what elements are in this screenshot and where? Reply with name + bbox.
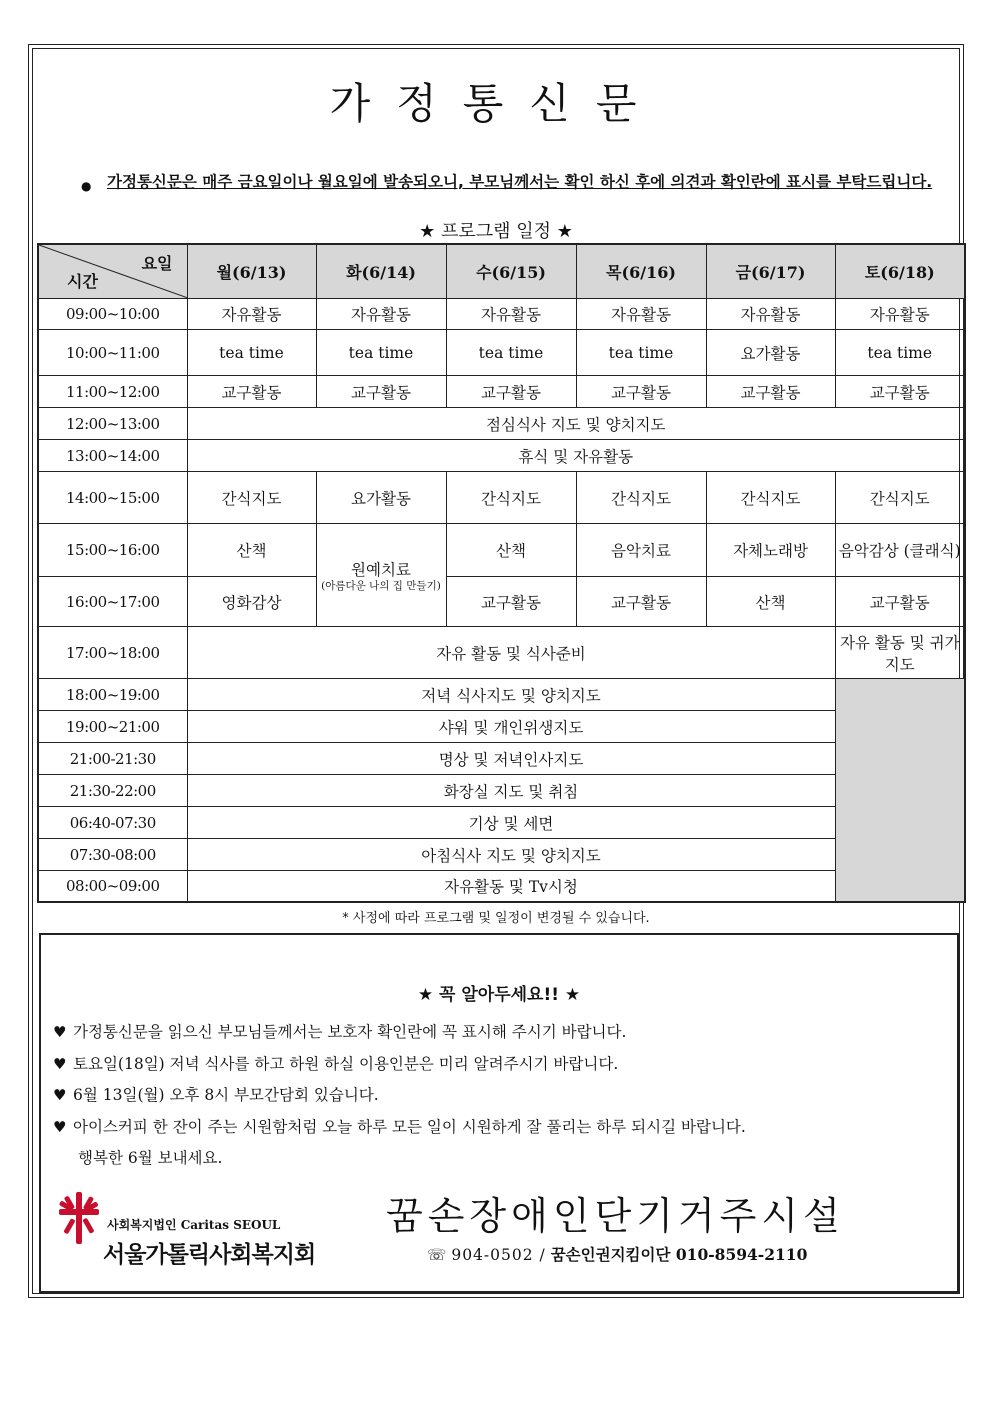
activity-cell: 간식지도 — [835, 472, 965, 524]
activity-cell: 교구활동 — [576, 577, 706, 627]
time-cell: 15:00~16:00 — [38, 524, 187, 577]
table-row — [38, 839, 965, 871]
table-row — [38, 871, 965, 902]
activity-cell: 요가활동 — [316, 472, 446, 524]
table-row — [38, 743, 965, 775]
activity-cell-merged — [316, 524, 446, 627]
activity-cell: 간식지도 — [446, 472, 576, 524]
activity-cell: 교구활동 — [835, 577, 965, 627]
activity-cell: 간식지도 — [706, 472, 835, 524]
table-row — [38, 472, 965, 524]
list-item — [53, 1115, 943, 1147]
notice-text: 가정통신문은 매주 금요일이나 월요일에 발송되오니, 부모님께서는 확인 하신 후에 의견과 확인란에 표시를 부탁드립니다. — [107, 173, 933, 191]
reminder-text: 아이스커피 한 잔이 주는 시원함처럼 오늘 하루 모든 일이 시원하게 잘 풀리는 하루 되시길 바랍니다. — [73, 1117, 746, 1136]
activity-span-cell: 아침식사 지도 및 양치지도 — [187, 839, 835, 871]
day-header: 수(6/15) — [446, 244, 576, 299]
table-row — [38, 807, 965, 839]
time-cell: 11:00~12:00 — [38, 376, 187, 408]
time-cell: 10:00~11:00 — [38, 330, 187, 376]
activity-cell: 자유활동 — [706, 299, 835, 330]
org-name: 서울가톨릭사회복지회 — [103, 1242, 316, 1268]
activity-span-cell: 자유활동 및 Tv시청 — [187, 871, 835, 902]
time-cell: 07:30-08:00 — [38, 839, 187, 871]
day-header: 월(6/13) — [187, 244, 316, 299]
table-row — [38, 775, 965, 807]
corner-cell — [38, 244, 187, 299]
heart-icon: ♥ — [53, 1086, 67, 1104]
activity-cell: 산책 — [187, 524, 316, 577]
activity-cell: 교구활동 — [316, 376, 446, 408]
activity-main: 원예치료 — [351, 561, 411, 579]
table-header-row — [38, 244, 965, 299]
corner-day-label: 요일 — [141, 254, 173, 273]
activity-cell: 간식지도 — [576, 472, 706, 524]
day-header: 금(6/17) — [706, 244, 835, 299]
facility-name: 꿈손장애인단기거주시설 — [386, 1194, 845, 1238]
caritas-cross-icon — [57, 1190, 101, 1246]
reminder-text: 6월 13일(월) 오후 8시 부모간담회 있습니다. — [73, 1086, 379, 1104]
table-row — [38, 408, 965, 440]
table-row — [38, 376, 965, 408]
activity-cell: 영화감상 — [187, 577, 316, 627]
time-cell: 18:00~19:00 — [38, 679, 187, 711]
activity-span-cell: 화장실 지도 및 취침 — [187, 775, 835, 807]
heart-icon: ♥ — [53, 1117, 67, 1136]
phone-number: 904-0502 / — [451, 1246, 546, 1264]
activity-cell: 교구활동 — [446, 376, 576, 408]
day-header: 토(6/18) — [835, 244, 965, 299]
table-row — [38, 440, 965, 472]
org-logo — [57, 1190, 357, 1270]
heart-icon: ♥ — [53, 1023, 67, 1041]
activity-cell: 교구활동 — [187, 376, 316, 408]
time-cell: 19:00~21:00 — [38, 711, 187, 743]
activity-cell: tea time — [835, 330, 965, 376]
notice — [81, 172, 961, 193]
reminder-text: 가정통신문을 읽으신 부모님들께서는 보호자 확인란에 꼭 표시해 주시기 바랍니다. — [73, 1023, 627, 1041]
time-cell: 08:00~09:00 — [38, 871, 187, 902]
day-header: 목(6/16) — [576, 244, 706, 299]
activity-span-cell: 명상 및 저녁인사지도 — [187, 743, 835, 775]
activity-cell: 교구활동 — [576, 376, 706, 408]
phone-icon: ☏ — [427, 1246, 447, 1264]
activity-span-cell: 저녁 식사지도 및 양치지도 — [187, 679, 835, 711]
activity-cell: 자유활동 — [316, 299, 446, 330]
page-frame — [28, 44, 964, 1298]
table-row — [38, 577, 965, 627]
activity-cell: tea time — [316, 330, 446, 376]
activity-span-cell: 휴식 및 자유활동 — [187, 440, 965, 472]
activity-cell: 교구활동 — [835, 376, 965, 408]
table-row — [38, 679, 965, 711]
reminder-heading: ★ 꼭 알아두세요!! ★ — [417, 985, 581, 1005]
table-row — [38, 299, 965, 330]
activity-span-cell: 기상 및 세면 — [187, 807, 835, 839]
table-row — [38, 711, 965, 743]
list-item — [53, 1052, 943, 1084]
table-row — [38, 627, 965, 679]
list-item — [53, 1083, 943, 1115]
corner-time-label: 시간 — [67, 272, 98, 291]
team-contact: 꿈손인권지킴이단 010-8594-2110 — [550, 1245, 808, 1264]
activity-cell: 산책 — [706, 577, 835, 627]
activity-cell: 자유활동 — [835, 299, 965, 330]
time-cell: 09:00~10:00 — [38, 299, 187, 330]
activity-cell: 자체노래방 — [706, 524, 835, 577]
activity-cell: 자유활동 — [576, 299, 706, 330]
reminder-text: 토요일(18일) 저녁 식사를 하고 하원 하실 이용인분은 미리 알려주시기 바랍니다. — [73, 1054, 619, 1073]
bullet-icon: ● — [81, 179, 92, 193]
schedule-table — [37, 243, 966, 903]
activity-sub: (아름다운 나의 집 만들기) — [321, 580, 441, 592]
time-cell: 16:00~17:00 — [38, 577, 187, 627]
activity-cell: tea time — [576, 330, 706, 376]
inner-frame — [32, 48, 960, 1294]
table-row — [38, 330, 965, 376]
time-cell: 21:00-21:30 — [38, 743, 187, 775]
activity-cell: 음악치료 — [576, 524, 706, 577]
time-cell: 13:00~14:00 — [38, 440, 187, 472]
activity-cell: tea time — [187, 330, 316, 376]
activity-cell: 교구활동 — [446, 577, 576, 627]
contact-line — [427, 1243, 807, 1265]
reminder-box — [39, 933, 959, 1293]
shaded-cell — [835, 679, 965, 902]
org-subtitle: 사회복지법인 Caritas SEOUL — [107, 1218, 281, 1232]
activity-cell: 간식지도 — [187, 472, 316, 524]
activity-span-cell: 점심식사 지도 및 양치지도 — [187, 408, 965, 440]
reminder-list — [53, 1020, 943, 1176]
list-item — [53, 1020, 943, 1052]
activity-cell: 자유활동 — [187, 299, 316, 330]
activity-cell: 자유활동 — [446, 299, 576, 330]
heart-icon: ♥ — [53, 1054, 67, 1073]
activity-cell: 음악감상 (클래식) — [835, 524, 965, 577]
activity-cell: tea time — [446, 330, 576, 376]
time-cell: 06:40-07:30 — [38, 807, 187, 839]
activity-span-cell: 샤워 및 개인위생지도 — [187, 711, 835, 743]
time-cell: 14:00~15:00 — [38, 472, 187, 524]
activity-cell: 교구활동 — [706, 376, 835, 408]
day-header: 화(6/14) — [316, 244, 446, 299]
table-row — [38, 524, 965, 577]
time-cell: 17:00~18:00 — [38, 627, 187, 679]
schedule-footnote: * 사정에 따라 프로그램 및 일정이 변경될 수 있습니다. — [342, 911, 650, 926]
activity-cell: 요가활동 — [706, 330, 835, 376]
time-cell: 21:30-22:00 — [38, 775, 187, 807]
activity-cell: 자유 활동 및 귀가지도 — [835, 627, 965, 679]
page-title: 가정통신문 — [329, 79, 663, 128]
activity-span-cell: 자유 활동 및 식사준비 — [187, 627, 835, 679]
closing-text: 행복한 6월 보내세요. — [78, 1149, 223, 1167]
activity-cell: 산책 — [446, 524, 576, 577]
schedule-heading: ★ 프로그램 일정 ★ — [419, 221, 573, 242]
time-cell: 12:00~13:00 — [38, 408, 187, 440]
